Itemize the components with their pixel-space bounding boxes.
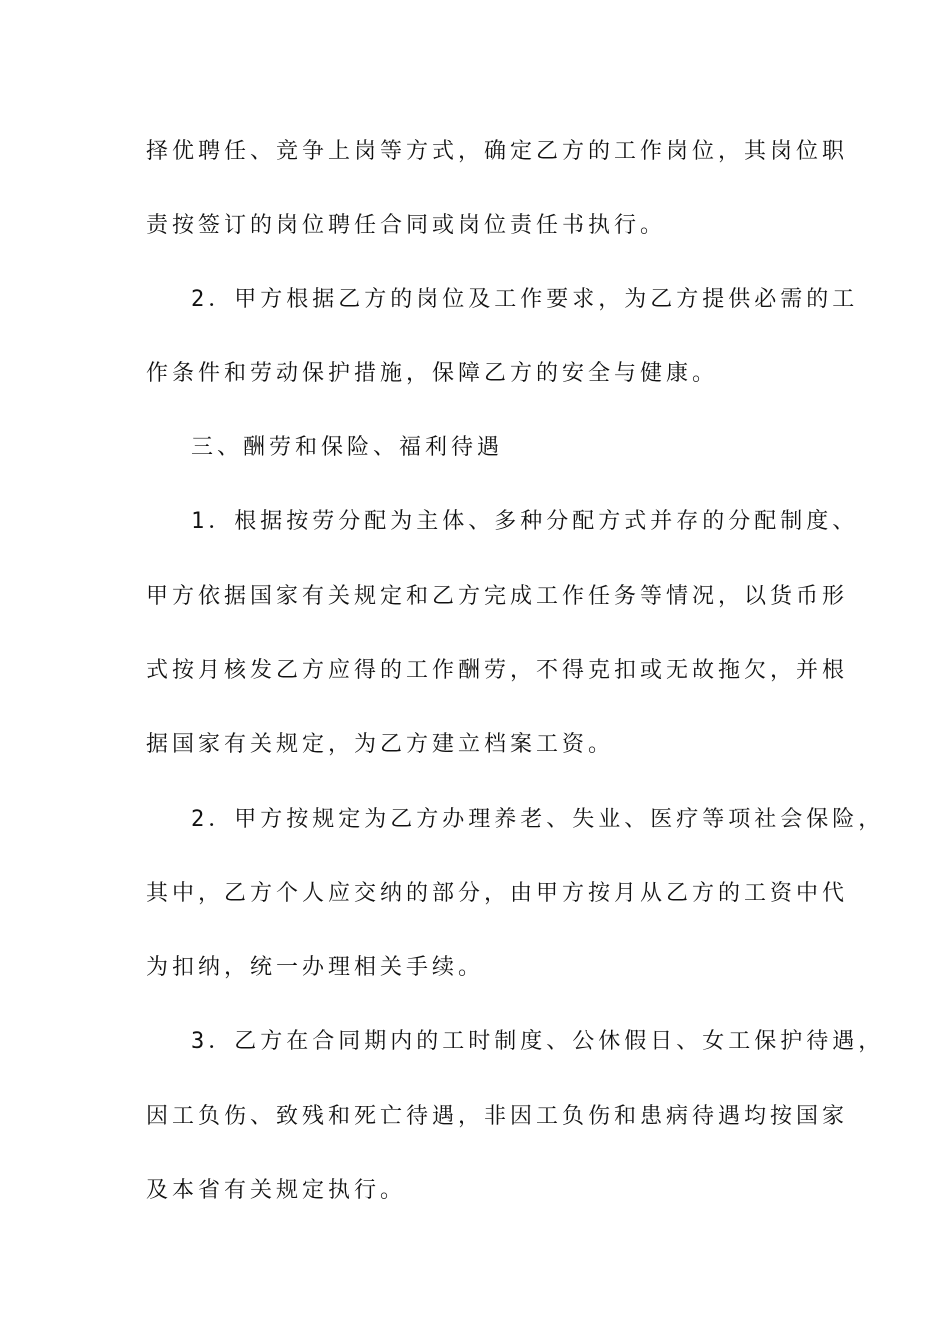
paragraph-line: 其中，乙方个人应交纳的部分，由甲方按月从乙方的工资中代 [146,881,849,906]
paragraph-line: 1．根据按劳分配为主体、多种分配方式并存的分配制度、 [191,509,859,534]
paragraph-line: 为扣纳，统一办理相关手续。 [146,955,485,980]
paragraph-line: 甲方依据国家有关规定和乙方完成工作任务等情况，以货币形 [146,584,849,609]
paragraph-line: 作条件和劳动保护措施，保障乙方的安全与健康。 [146,361,719,386]
paragraph-line: 因工负伤、致残和死亡待遇，非因工负伤和患病待遇均按国家 [146,1104,849,1129]
section-heading: 三、酬劳和保险、福利待遇 [191,435,504,460]
paragraph-line: 3．乙方在合同期内的工时制度、公休假日、女工保护待遇， [191,1029,885,1054]
paragraph-line: 2．甲方按规定为乙方办理养老、失业、医疗等项社会保险， [191,807,885,832]
paragraph-line: 责按签订的岗位聘任合同或岗位责任书执行。 [146,213,667,238]
paragraph-line: 2．甲方根据乙方的岗位及工作要求，为乙方提供必需的工 [191,287,859,312]
paragraph-line: 据国家有关规定，为乙方建立档案工资。 [146,732,615,757]
paragraph-line: 及本省有关规定执行。 [146,1178,407,1203]
paragraph-line: 式按月核发乙方应得的工作酬劳，不得克扣或无故拖欠，并根 [146,658,849,683]
paragraph-line: 择优聘任、竞争上岗等方式，确定乙方的工作岗位，其岗位职 [146,139,849,164]
